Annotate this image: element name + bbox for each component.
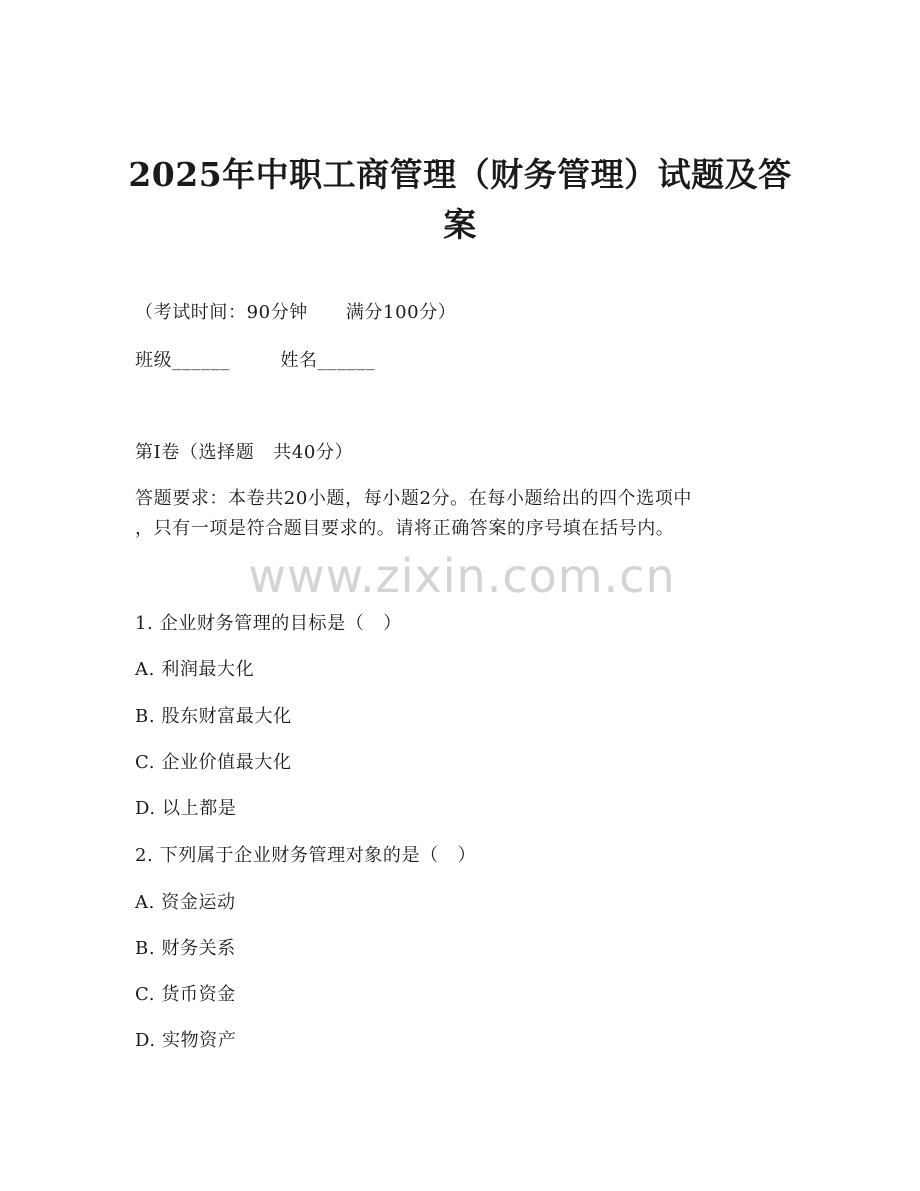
question-stem: 1. 企业财务管理的目标是（ ） <box>135 613 402 634</box>
class-name-line: 班级______ 姓名______ <box>135 350 376 371</box>
question-option: B. 财务关系 <box>135 938 236 959</box>
document-title <box>120 150 800 250</box>
question-option: C. 企业价值最大化 <box>135 752 292 773</box>
question-option: A. 资金运动 <box>135 892 236 913</box>
question-option: C. 货币资金 <box>135 984 236 1005</box>
question-option: B. 股东财富最大化 <box>135 706 292 727</box>
watermark: www.zixin.com.cn <box>248 549 676 603</box>
question-stem: 2. 下列属于企业财务管理对象的是（ ） <box>135 845 477 866</box>
instructions-line-1: 答题要求：本卷共20小题，每小题2分。在每小题给出的四个选项中 <box>135 488 692 509</box>
section-header: 第I卷（选择题 共40分） <box>135 442 354 463</box>
instructions-line-2: ，只有一项是符合题目要求的。请将正确答案的序号填在括号内。 <box>135 518 675 539</box>
title-line-2: 案 <box>443 205 477 244</box>
question-option: D. 以上都是 <box>135 798 237 819</box>
question-option: D. 实物资产 <box>135 1030 237 1051</box>
title-line-1: 2025年中职工商管理（财务管理）试题及答 <box>128 155 792 194</box>
question-option: A. 利润最大化 <box>135 659 255 680</box>
exam-info: （考试时间：90分钟 满分100分） <box>135 302 457 323</box>
